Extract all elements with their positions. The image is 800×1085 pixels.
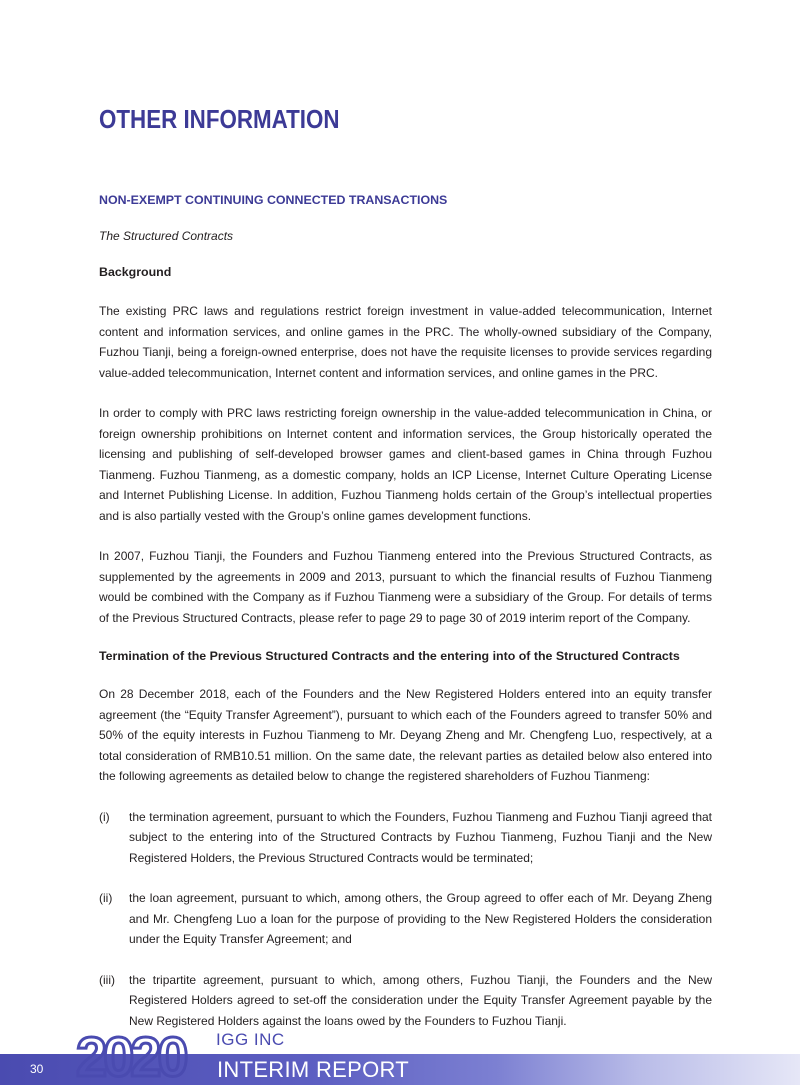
italic-subheading: The Structured Contracts	[99, 229, 234, 243]
page-title: OTHER INFORMATION	[99, 104, 340, 134]
list-item-text: the loan agreement, pursuant to which, among others, the Group agreed to offer each of Mr. Deyang Zheng and Mr. Chengfeng Luo a loan for the purpose of providing to the New Registered Holders the consideration under the Equity Transfer Agreement; and	[129, 891, 712, 946]
section-heading: NON-EXEMPT CONTINUING CONNECTED TRANSACTIONS	[99, 193, 448, 207]
termination-heading: Termination of the Previous Structured Contracts and the entering into of the Structured Contracts	[99, 649, 680, 663]
page-footer	[0, 1028, 800, 1085]
company-name: IGG INC	[216, 1030, 285, 1049]
background-heading: Background	[99, 265, 172, 279]
background-paragraph: In 2007, Fuzhou Tianji, the Founders and Fuzhou Tianmeng entered into the Previous Structured Contracts, as supplemented by the agreements in 2009 and 2013, pursuant to which the financial results of Fuzhou Tianmeng would be combined with the Company as if Fuzhou Tianmeng were a subsidiary of the Group. For details of terms of the Previous Structured Contracts, please refer to page 29 to page 30 of 2019 interim report of the Company.	[99, 549, 712, 625]
list-item-text: the tripartite agreement, pursuant to which, among others, Fuzhou Tianji, the Founders and the New Registered Holders agreed to set-off the consideration under the Equity Transfer Agreement payable by the New Registered Holders against the loans owed by the Founders to Fuzhou Tianji.	[129, 972, 712, 1028]
list-item	[99, 970, 712, 1032]
agreements-list	[99, 807, 712, 1032]
list-marker: (ii)	[99, 891, 113, 905]
list-marker: (iii)	[99, 972, 115, 987]
list-marker: (i)	[99, 809, 110, 824]
list-item	[99, 888, 712, 950]
list-item-text: the termination agreement, pursuant to which the Founders, Fuzhou Tianmeng and Fuzhou Tianji agreed that subject to the entering into of the Structured Contracts by Fuzhou Tianmeng, Fuzhou Tianji and the New Registered Holders, the Previous Structured Contracts would be terminated;	[129, 809, 712, 865]
report-name: INTERIM REPORT	[217, 1057, 410, 1082]
termination-paragraph: On 28 December 2018, each of the Founders and the New Registered Holders entered into an equity transfer agreement (the “Equity Transfer Agreement”), pursuant to which each of the Founders agreed to transfer 50% and 50% of the equity interests in Fuzhou Tianmeng to Mr. Deyang Zheng and Mr. Chengfeng Luo, respectively, at a total consideration of RMB10.51 million. On the same date, the relevant parties as detailed below also entered into the following agreements as detailed below to change the registered shareholders of Fuzhou Tianmeng:	[99, 687, 712, 783]
page-number: 30	[30, 1062, 44, 1076]
background-paragraph: In order to comply with PRC laws restricting foreign ownership in the value-added telecommunication in China, or foreign ownership prohibitions on Internet content and information services, the Group historically operated the licensing and publishing of self-developed browser games and client-based games in China through Fuzhou Tianmeng. Fuzhou Tianmeng, as a domestic company, holds an ICP License, Internet Culture Operating License and Internet Publishing License. In addition, Fuzhou Tianmeng holds certain of the Group’s intellectual properties and is also partially vested with the Group’s online games development functions.	[99, 406, 712, 523]
background-paragraph: The existing PRC laws and regulations restrict foreign investment in value-added telecommunication, Internet content and information services, and online games in the PRC. The wholly-owned subsidiary of the Company, Fuzhou Tianji, being a foreign-owned enterprise, does not have the requisite licenses to provide services regarding value-added telecommunication, Internet content and information services, and online games in the PRC.	[99, 304, 712, 380]
list-item	[99, 807, 712, 869]
year-logo	[74, 1030, 214, 1082]
page-content	[99, 192, 712, 1051]
year-logo-text: 2020	[76, 1030, 185, 1082]
